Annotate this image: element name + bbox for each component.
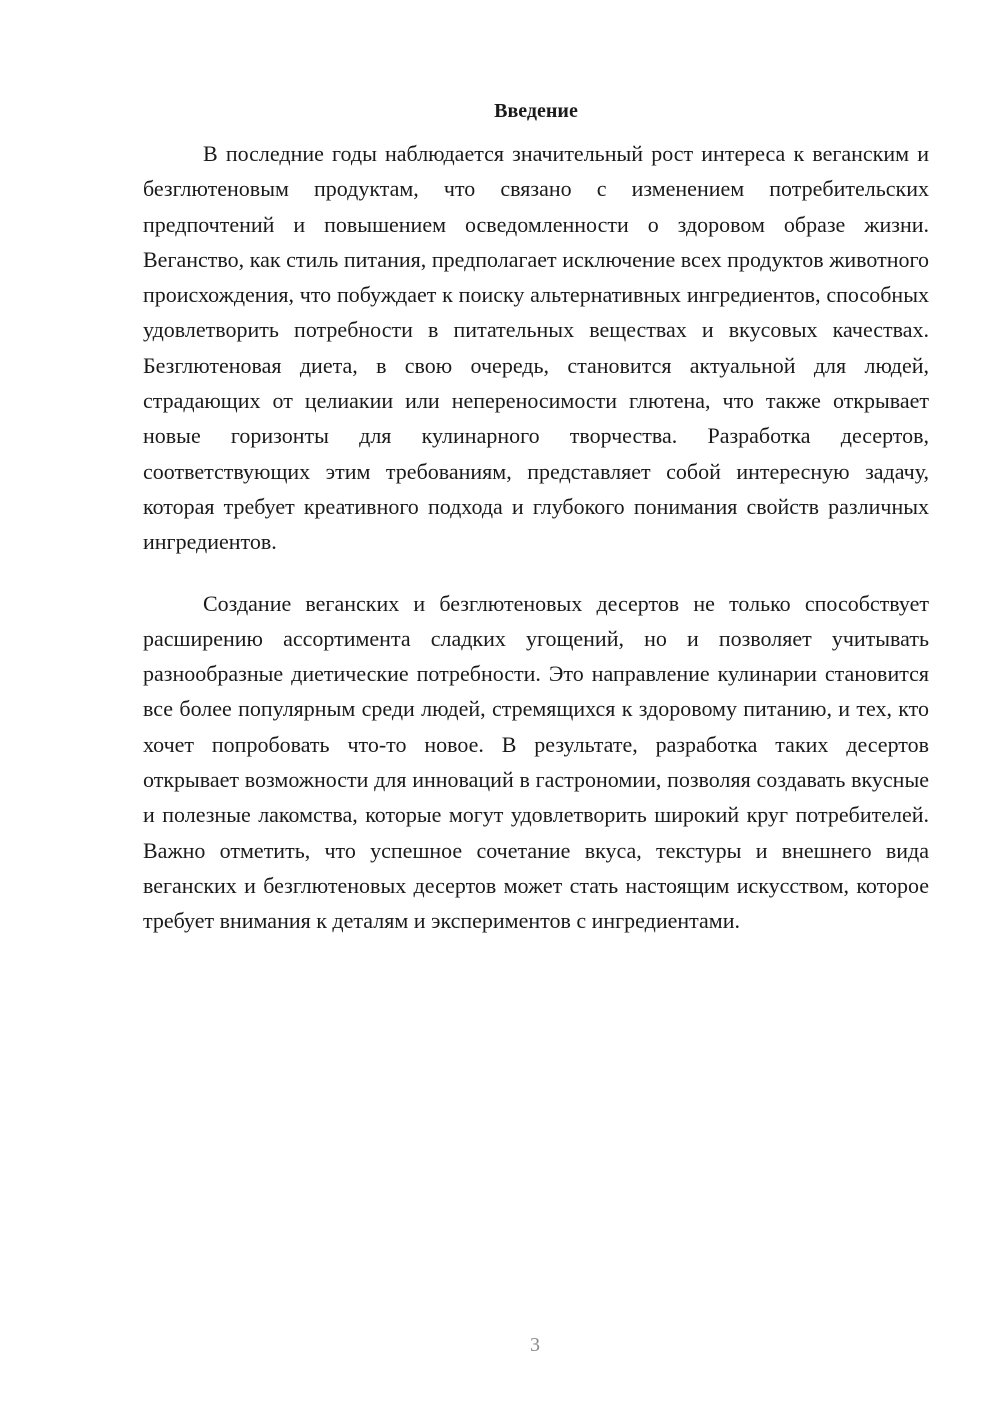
paragraph-1: В последние годы наблюдается значительный рост интереса к веганским и безглютеновым продуктам, что связано с изменением потребительских предпочтений и повышением осведомленности о здоровом образе жизни. Веганство, как стиль питания, предполагает исключение всех продуктов животного происхождения, что побуждает к поиску альтернативных ингредиентов, способных удовлетворить потребности в питательных веществах и вкусовых качествах. Безглютеновая диета, в свою очередь, становится актуальной для людей, страдающих от целиакии или непереносимости глютена, что также открывает новые горизонты для кулинарного творчества. Разработка десертов, соответствующих этим требованиям, представляет собой интересную задачу, которая требует креативного подхода и глубокого понимания свойств различных ингредиентов. <box>143 141 929 555</box>
page-number: 3 <box>530 1334 540 1356</box>
paragraph-2: Создание веганских и безглютеновых десертов не только способствует расширению ассортимента сладких угощений, но и позволяет учитывать разнообразные диетические потребности. Это направление кулинарии становится все более популярным среди людей, стремящихся к здоровому питанию, и тех, кто хочет попробовать что-то новое. В результате, разработка таких десертов открывает возможности для инноваций в гастрономии, позволяя создавать вкусные и полезные лакомства, которые могут удовлетворить широкий круг потребителей. Важно отметить, что успешное сочетание вкуса, текстуры и внешнего вида веганских и безглютеновых десертов может стать настоящим искусством, которое требует внимания к деталям и экспериментов с ингредиентами. <box>143 590 929 934</box>
page-content <box>143 96 929 965</box>
section-title: Введение <box>494 100 578 122</box>
